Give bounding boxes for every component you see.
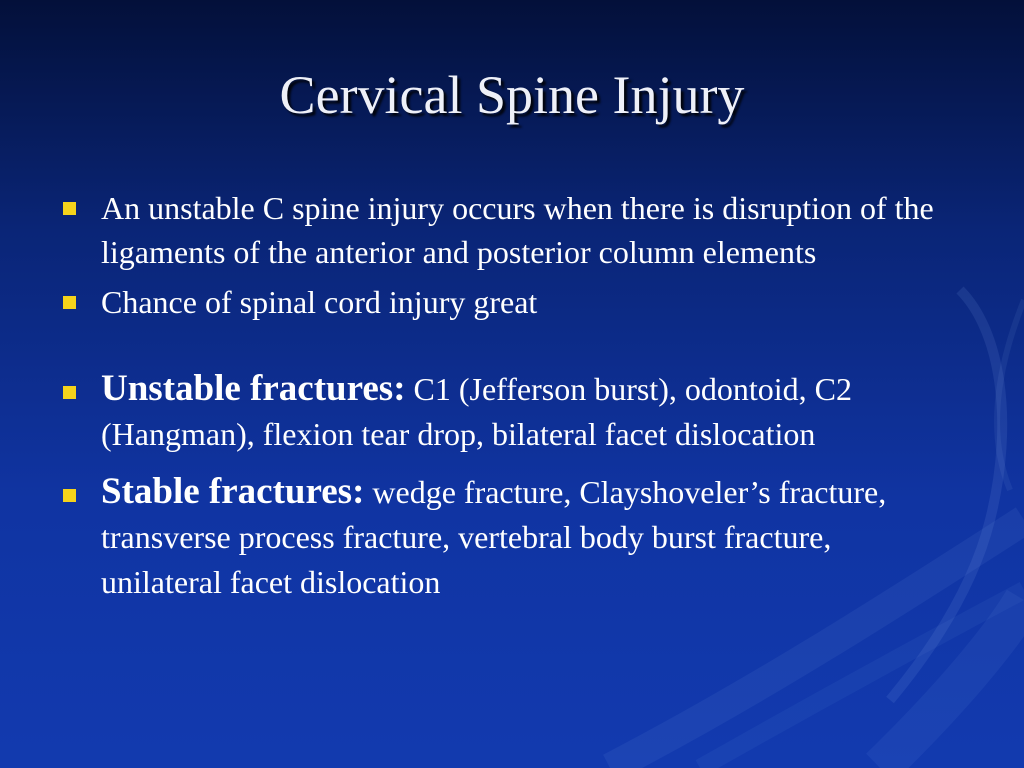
bullet-lead-label: Stable fractures:: [101, 471, 365, 512]
square-bullet-icon: [63, 489, 76, 502]
square-bullet-icon: [63, 202, 76, 215]
bullet-item-spinal-cord-injury-chance: [60, 280, 960, 324]
slide-title: Cervical Spine Injury: [279, 65, 745, 125]
bullet-item-stable-fractures: [60, 469, 960, 605]
bullet-item-unstable-injury-definition: [60, 186, 960, 274]
bullet-text: wedge fracture, Clayshoveler’s fracture, transverse process fracture, vertebral body burst fracture, unilateral facet dislocation: [101, 474, 887, 600]
bullet-item-unstable-fractures: [60, 366, 960, 457]
bullet-text: Chance of spinal cord injury great: [101, 284, 538, 320]
bullet-text: C1 (Jefferson burst), odontoid, C2 (Hangman), flexion tear drop, bilateral facet dislocation: [101, 371, 852, 452]
bullet-lead-label: Unstable fractures:: [101, 368, 406, 409]
square-bullet-icon: [63, 386, 76, 399]
square-bullet-icon: [63, 296, 76, 309]
bullet-text: An unstable C spine injury occurs when there is disruption of the ligaments of the anterior and posterior column elements: [101, 190, 934, 270]
bullet-list: [60, 186, 960, 605]
